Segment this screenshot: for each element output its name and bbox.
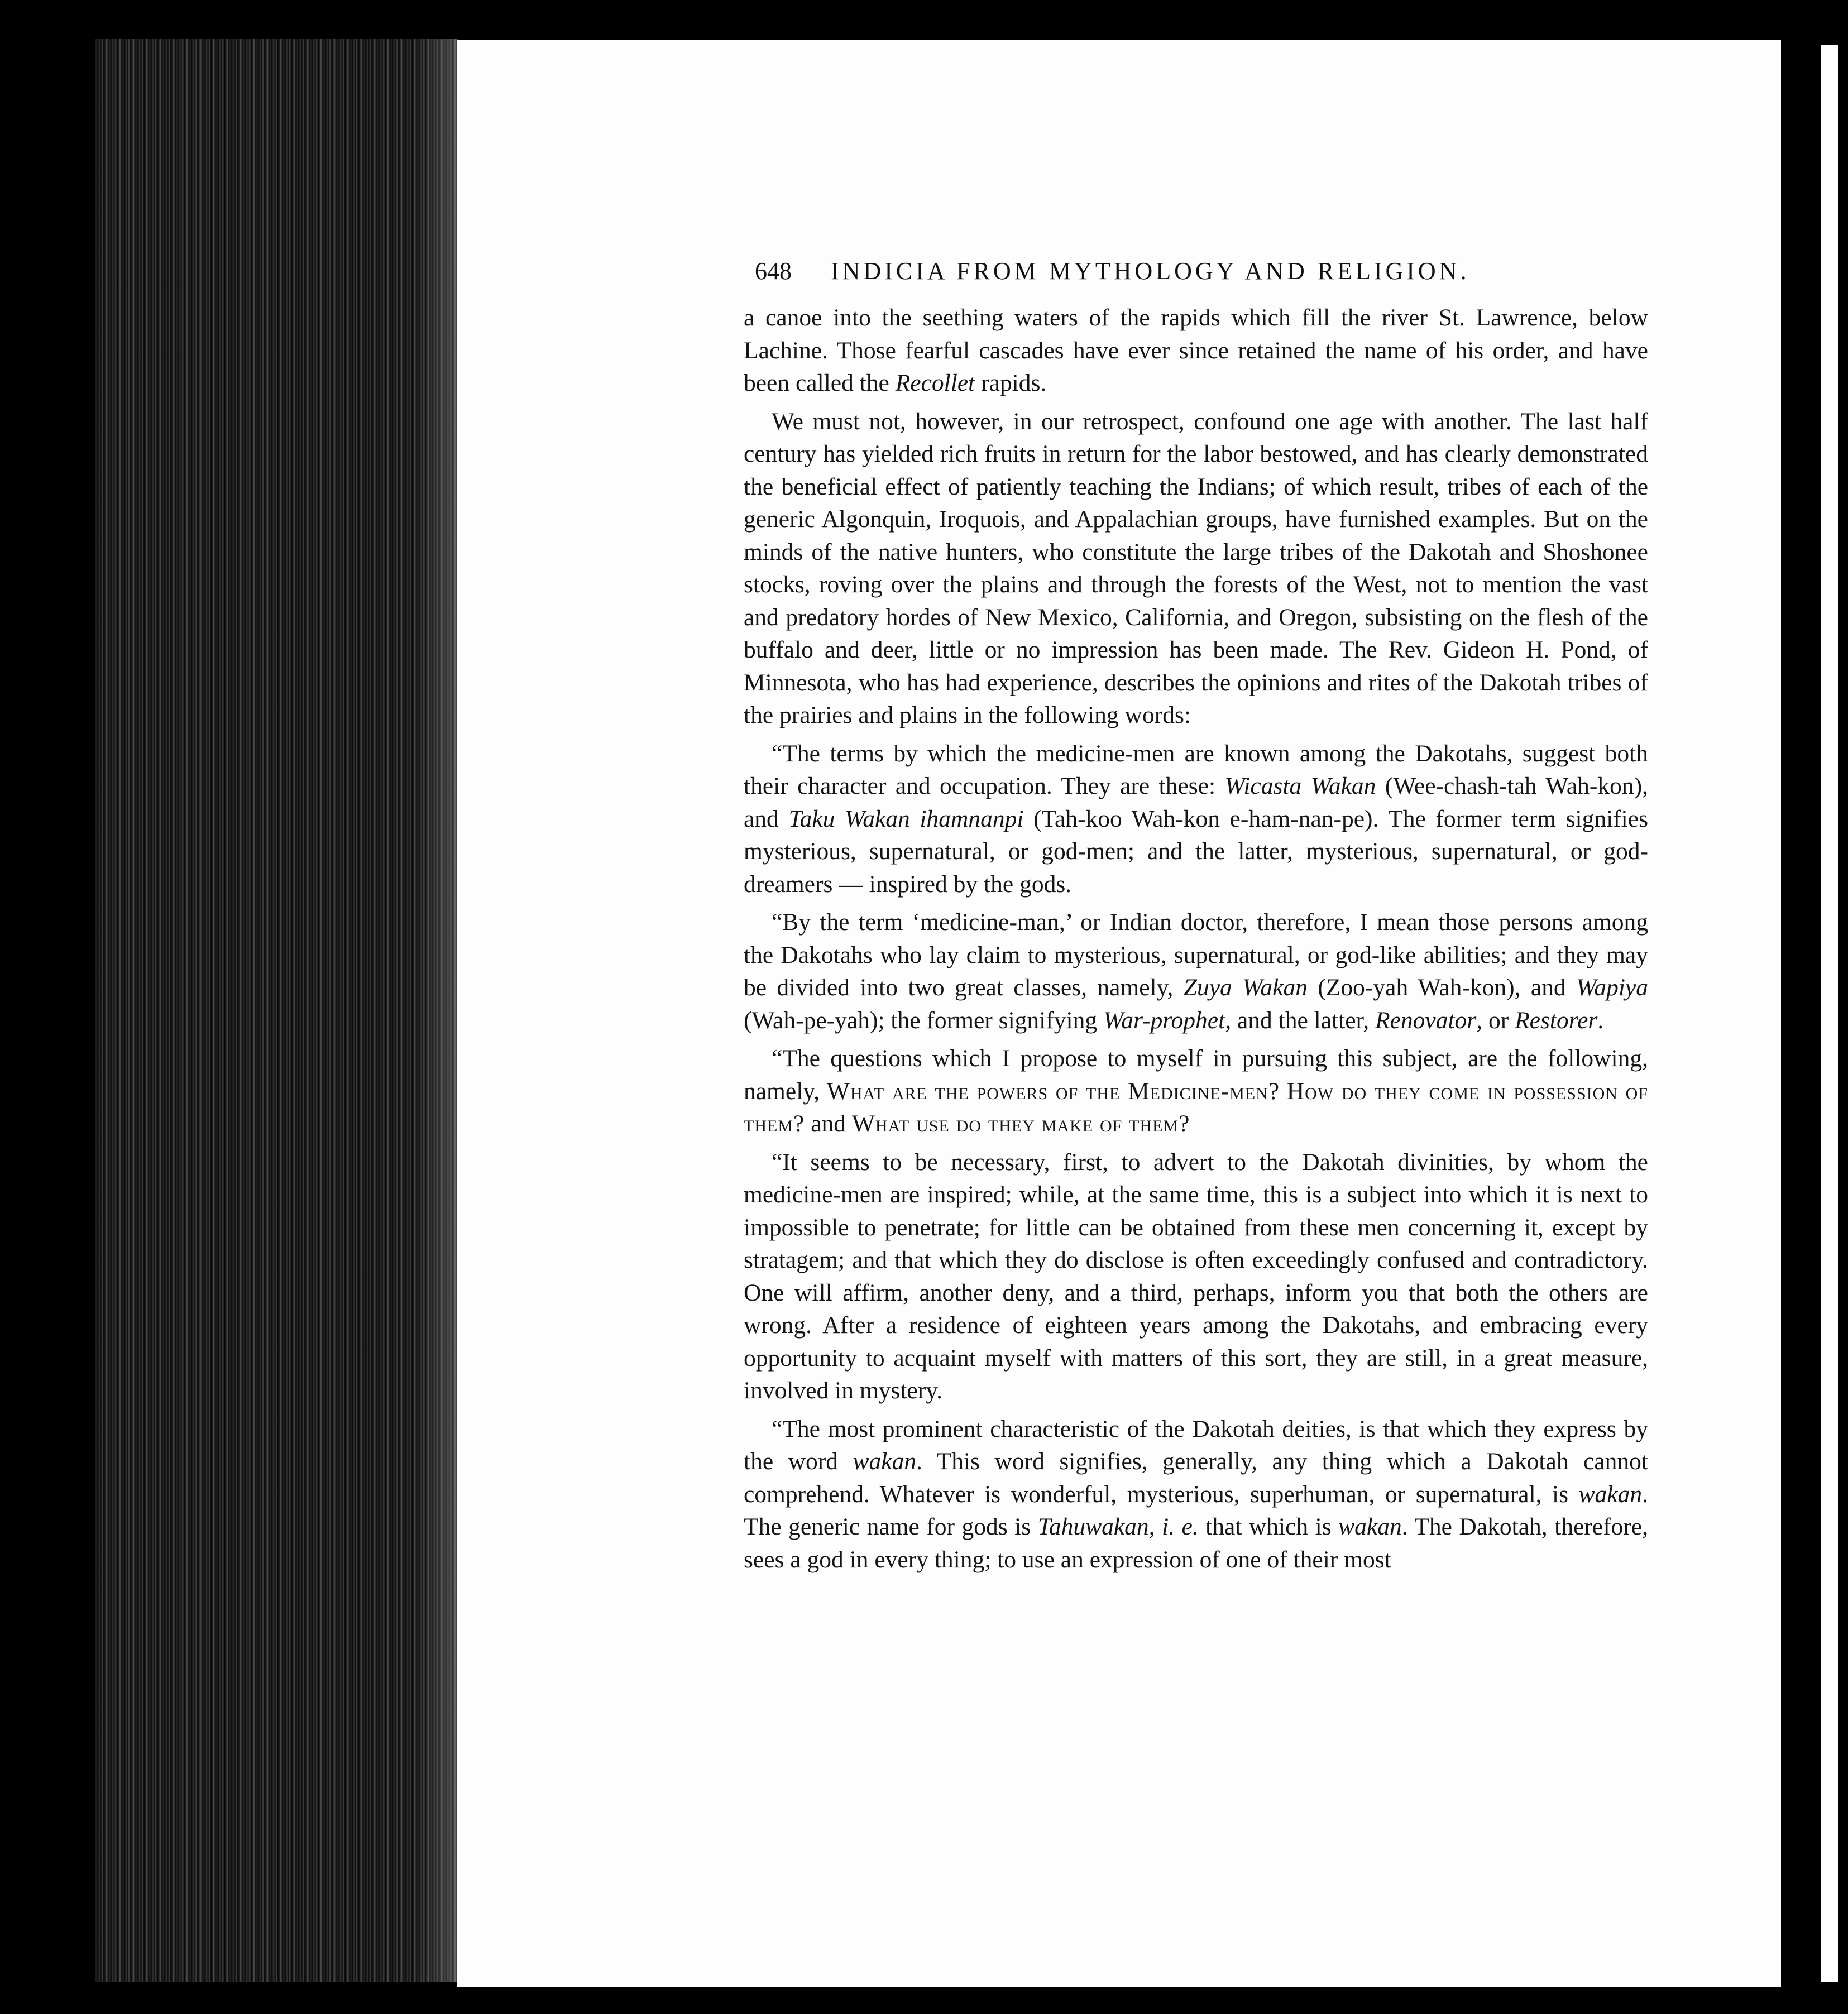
paragraph-2: We must not, however, in our retrospect, confound one age with another. The last half century has yielded rich fruits in return for the labor bestowed, and has clearly demonstrated the beneficial effect of patiently teaching the Indians; of which result, tribes of each of the generic Algonquin, Iroquois, and Appalachian groups, have furnished examples. But on the minds of the native hunters, who constitute the large tribes of the Dakotah and Shoshonee stocks, roving over the plains and through the forests of the West, not to mention the vast and predatory hordes of New Mexico, California, and Oregon, subsisting on the flesh of the buffalo and deer, little or no impression has been made. The Rev. Gideon H. Pond, of Minnesota, who has had experience, describes the opinions and rites of the Dakotah tribes of the prairies and plains in the following words:: [744, 407, 1648, 728]
page-body: [744, 301, 1648, 1576]
paragraph-3: “The terms by which the medicine-men are known among the Dakotahs, suggest both their character and occupation. They are these: Wicasta Wakan (Wee-chash-tah Wah-kon), and Taku Wakan ihamnanpi (Tah-koo Wah-kon e-ham-nan-pe). The former term signifies mysterious, supernatural, or god-men; and the latter, mysterious, supernatural, or god-dreamers — inspired by the gods.: [744, 740, 1648, 898]
paragraph-5: “The questions which I propose to myself in pursuing this subject, are the following, namely, What are the powers of the Medicine-men? How do they come in possession of them? and What use do they make of them?: [744, 1045, 1648, 1137]
facing-page-edge: [1821, 45, 1838, 1982]
paragraph-4: “By the term ‘medicine-man,’ or Indian doctor, therefore, I mean those persons among the Dakotahs who lay claim to mysterious, supernatural, or god-like abilities; and they may be divided into two great classes, namely, Zuya Wakan (Zoo-yah Wah-kon), and Wapiya (Wah-pe-yah); the former signifying War-prophet, and the latter, Renovator, or Restorer.: [744, 909, 1648, 1034]
paragraph-6: “It seems to be necessary, first, to advert to the Dakotah divinities, by whom the medicine-men are inspired; while, at the same time, this is a subject into which it is next to impossible to penetrate; for little can be obtained from these men concerning it, except by stratagem; and that which they do disclose is often exceedingly confused and contradictory. One will affirm, another deny, and a third, perhaps, inform you that both the others are wrong. After a residence of eighteen years among the Dakotahs, and embracing every opportunity to acquaint myself with matters of this sort, they are still, in a great measure, involved in mystery.: [744, 1148, 1648, 1404]
page-number: 648: [755, 257, 792, 285]
book-page-edge: [95, 39, 458, 1982]
paragraph-7: “The most prominent characteristic of the Dakotah deities, is that which they express by the word wakan. This word signifies, generally, any thing which a Dakotah cannot comprehend. Whatever is wonderful, mysterious, superhuman, or supernatural, is wakan. The generic name for gods is Tahuwakan, i. e. that which is wakan. The Dakotah, therefore, sees a god in every thing; to use an expression of one of their most: [744, 1415, 1648, 1573]
running-header: [755, 257, 1536, 301]
paragraph-1: a canoe into the seething waters of the rapids which fill the river St. Lawrence, below Lachine. Those fearful cascades have ever since retained the name of his order, and have been called the Recollet rapids.: [744, 304, 1648, 396]
running-title: INDICIA FROM MYTHOLOGY AND RELIGION.: [831, 257, 1470, 285]
